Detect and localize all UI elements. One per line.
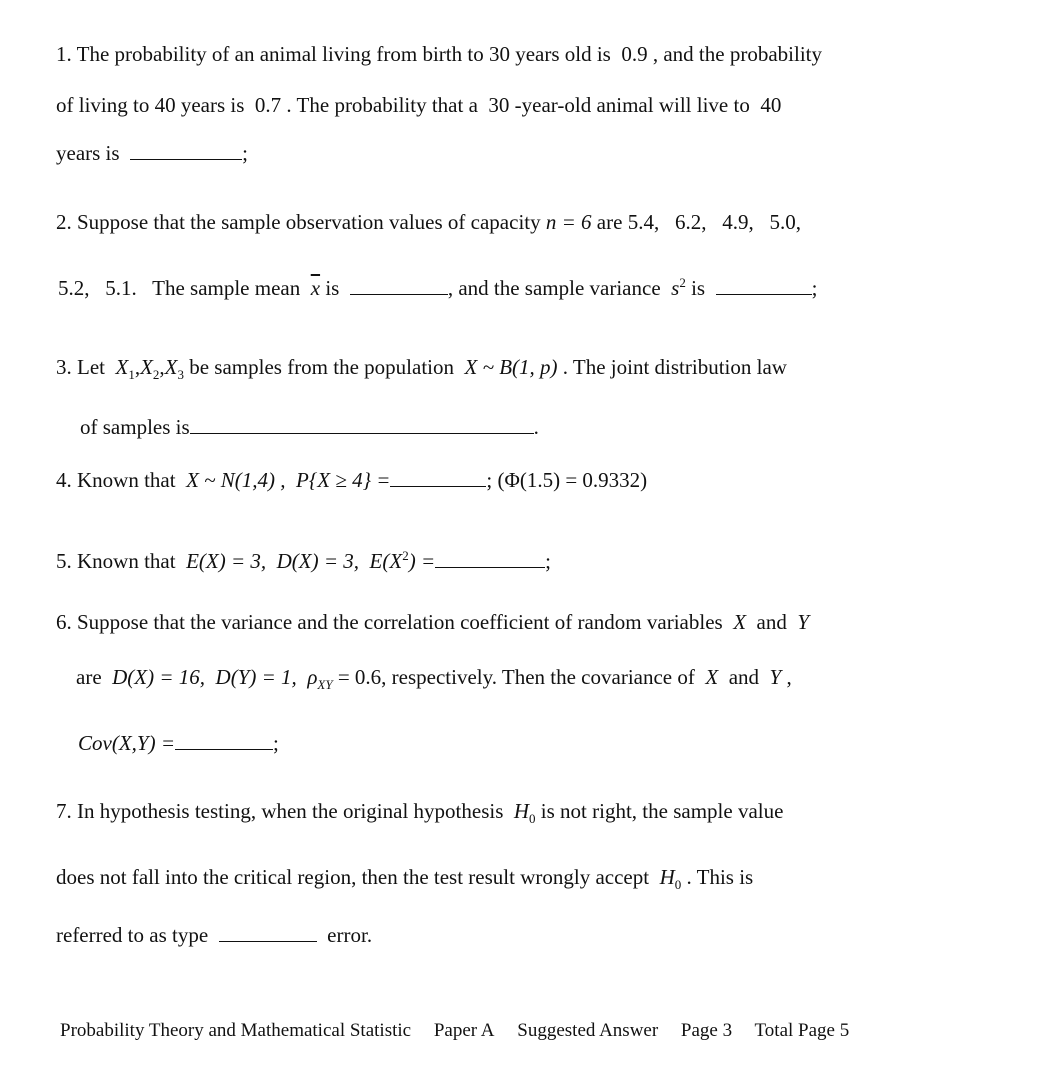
q6-text: ; [273, 731, 279, 755]
q2-text: is [685, 276, 711, 300]
page-footer [60, 1020, 867, 1042]
q2-value: 5.4, [627, 210, 660, 234]
q2-text: is [320, 276, 345, 300]
q1-text: -year-old animal will live to [509, 93, 756, 117]
q1-age-40: 40 [154, 93, 176, 117]
q6-text: and [723, 665, 765, 689]
q6-rho: ρ [307, 665, 318, 689]
q7-text: does not fall into the critical region, then the test result wrongly accept [56, 865, 655, 889]
q2-value: 5.1. [105, 276, 137, 300]
q4-probability-expr: P{X ≥ 4} = [296, 468, 391, 492]
q1-age-30: 30 [488, 42, 510, 66]
q6-var-x: X [733, 610, 747, 634]
q3-x2: X [140, 355, 153, 379]
q6-line-1 [56, 612, 809, 633]
q3-line-1 [56, 355, 787, 383]
footer-total-pages: Total Page 5 [754, 1020, 850, 1041]
q7-h0: H [513, 799, 530, 823]
q3-answer-blank[interactable] [190, 432, 534, 434]
q1-text: ; [242, 141, 248, 165]
q5-text: 5. Known that [56, 549, 181, 573]
q6-var-x: X [705, 665, 719, 689]
q3-text: of samples is [80, 415, 190, 439]
q3-population: X ~ B(1, p) [464, 355, 558, 379]
q6-answer-blank[interactable] [175, 748, 273, 750]
q5-variance: D(X) = 3, [276, 549, 360, 573]
q7-line-2 [56, 865, 754, 893]
q7-line-1 [56, 799, 784, 827]
q3-x3: X [164, 355, 178, 379]
q4-line-1 [56, 470, 647, 491]
q2-value: 4.9, [722, 210, 754, 234]
q2-text: The sample mean [152, 276, 306, 300]
q2-text: 2. Suppose that the sample observation values of capacity [56, 210, 546, 234]
q1-text: years is [175, 93, 250, 117]
q1-answer-blank[interactable] [130, 158, 242, 160]
q4-distribution: X ~ N(1,4) , [186, 468, 286, 492]
q1-text: , and the probability [647, 42, 822, 66]
q5-exponent: 2 [402, 548, 409, 563]
q5-second-moment: E(X [369, 549, 403, 573]
q1-text: 1. The probability of an animal living from birth to [56, 42, 489, 66]
q1-prob-40: 0.7 [254, 93, 282, 117]
q2-line-2 [58, 275, 818, 300]
q7-text: is not right, the sample value [535, 799, 784, 823]
q3-sub-2: 2 [152, 367, 160, 383]
q3-sub-1: 1 [128, 367, 135, 383]
footer-course: Probability Theory and Mathematical Statistic [60, 1020, 412, 1041]
q7-text: . This is [681, 865, 754, 889]
q3-text: 3. Let [56, 355, 111, 379]
q3-sub-3: 3 [177, 367, 184, 383]
q6-rho-sub: XY [317, 677, 333, 693]
q3-text: be samples from the population [183, 355, 460, 379]
q6-var-y: Y [769, 665, 782, 689]
q6-variance-x: D(X) = 16, [112, 665, 206, 689]
q3-comma: , [159, 355, 165, 379]
footer-paper: Paper A [433, 1020, 495, 1041]
q4-text: 4. Known that [56, 468, 181, 492]
q1-age-30b: 30 [488, 93, 510, 117]
q2-line-1 [56, 212, 801, 233]
q2-sample-size: n = 6 [545, 210, 592, 234]
q1-line-3 [56, 143, 248, 164]
q6-covariance: Cov(X,Y) = [78, 731, 175, 755]
q2-variance-exponent: 2 [679, 275, 686, 290]
q1-text: years old is [509, 42, 617, 66]
footer-type: Suggested Answer [517, 1020, 659, 1041]
q5-expectation: E(X) = 3, [186, 549, 267, 573]
q6-line-2 [76, 665, 792, 693]
q6-rho-value: = 0.6, [332, 665, 387, 689]
q7-h0-sub: 0 [674, 877, 682, 893]
footer-page: Page 3 [680, 1020, 733, 1041]
q3-text: . The joint distribution law [557, 355, 787, 379]
q5-line-1 [56, 548, 551, 573]
q2-variance-blank[interactable] [716, 293, 812, 295]
q1-line-2 [56, 95, 781, 116]
q2-mean-blank[interactable] [350, 293, 448, 295]
q3-line-2 [80, 417, 539, 438]
q3-x1: X [115, 355, 129, 379]
q7-text: error. [321, 923, 373, 947]
q6-variance-y: D(Y) = 1, [215, 665, 297, 689]
q1-text: years is [56, 141, 125, 165]
q7-line-3 [56, 925, 372, 946]
q2-value: 6.2, [674, 210, 707, 234]
q6-text: respectively. Then the covariance of [386, 665, 701, 689]
q6-text: 6. Suppose that the variance and the correlation coefficient of random variables [56, 610, 728, 634]
q1-prob-30: 0.9 [621, 42, 648, 66]
q5-second-moment-close: ) = [408, 549, 436, 573]
q1-line-1 [56, 44, 822, 65]
q7-answer-blank[interactable] [219, 940, 317, 942]
q6-text: and [751, 610, 793, 634]
q7-text: 7. In hypothesis testing, when the original hypothesis [56, 799, 509, 823]
q2-text: , and the sample variance [447, 276, 666, 300]
q4-answer-blank[interactable] [390, 485, 486, 487]
q1-age-40b: 40 [760, 93, 782, 117]
q6-line-3 [78, 733, 279, 754]
q5-text: ; [545, 549, 551, 573]
q6-text: are [76, 665, 107, 689]
q5-answer-blank[interactable] [435, 566, 545, 568]
q4-text: ; (Φ(1.5) = 0.9332) [486, 468, 648, 492]
q3-comma: , [134, 355, 141, 379]
q2-value: 5.2, [58, 276, 90, 300]
q2-variance-symbol: s [671, 276, 680, 300]
q7-h0: H [659, 865, 675, 889]
q7-text: referred to as type [56, 923, 214, 947]
q2-text: are [591, 210, 628, 234]
q1-text: of living to [56, 93, 155, 117]
q3-text: . [533, 415, 539, 439]
q2-sample-mean-symbol: $\overline{x}$ [310, 276, 321, 300]
q2-text: ; [811, 276, 818, 300]
q2-value: 5.0, [769, 210, 801, 234]
q1-text: . The probability that a [281, 93, 484, 117]
q6-text: , [781, 665, 792, 689]
q7-h0-sub: 0 [529, 811, 536, 827]
q6-var-y: Y [797, 610, 810, 634]
